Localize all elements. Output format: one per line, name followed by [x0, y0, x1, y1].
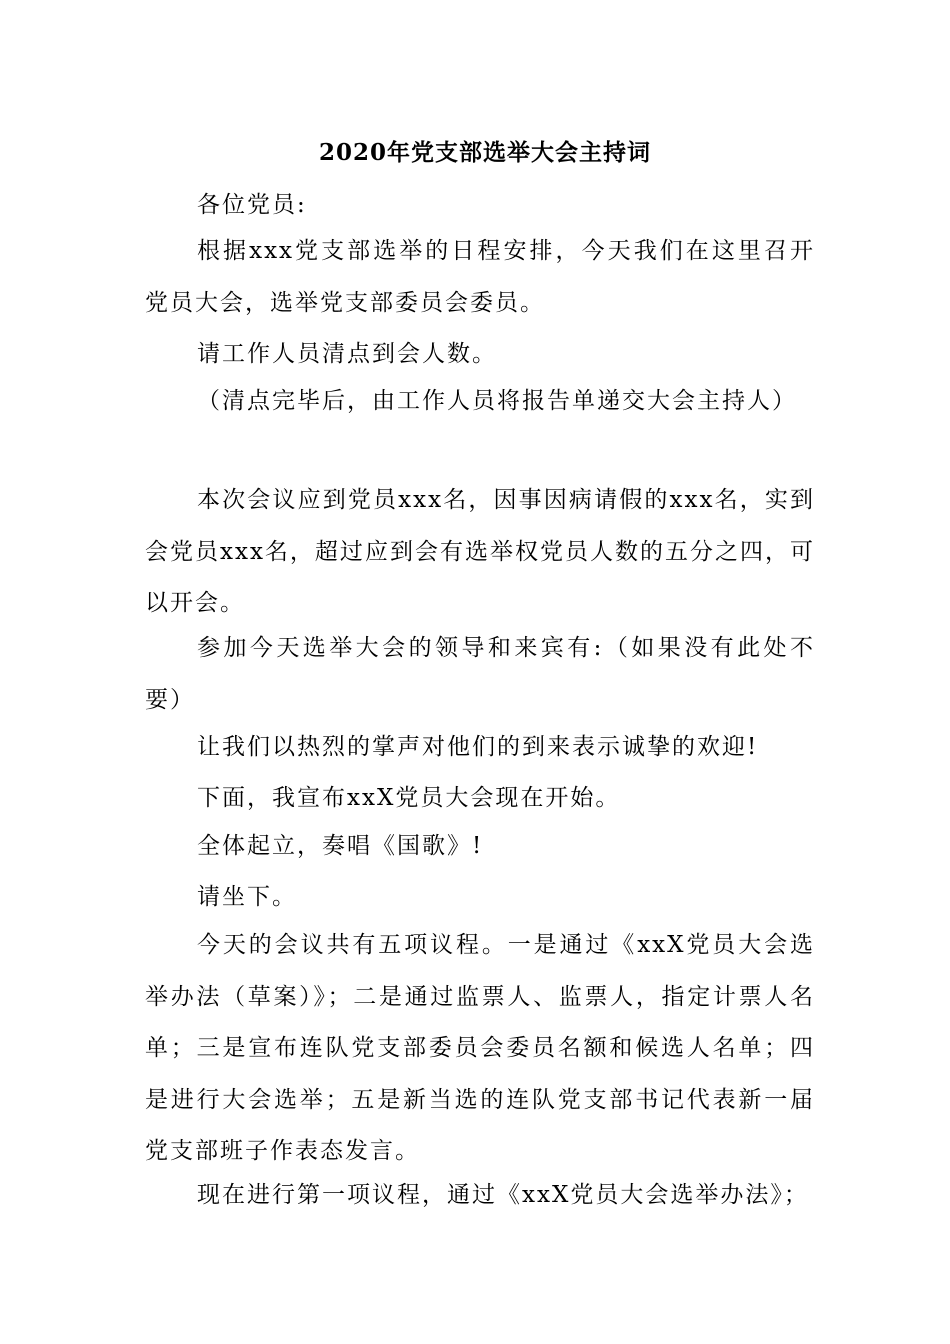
paragraph-welcome: 让我们以热烈的掌声对他们的到来表示诚挚的欢迎!	[197, 734, 759, 760]
paragraph-greeting: 各位党员:	[197, 192, 307, 218]
paragraph-headcount-request: 请工作人员清点到会人数。	[197, 341, 497, 367]
paragraph-headcount-note: （清点完毕后，由工作人员将报告单递交大会主持人）	[197, 388, 797, 414]
document-title: 2020年党支部选举大会主持词	[318, 139, 651, 166]
paragraph-opening: 下面，我宣布xxX党员大会现在开始。	[197, 785, 621, 811]
paragraph-anthem: 全体起立，奏唱《国歌》!	[197, 833, 484, 859]
paragraph-agenda: 今天的会议共有五项议程。一是通过《xxX党员大会选举办法（草案）》；二是通过监票人、监票人，指定计票人名单；三是宣布连队党支部委员会委员名额和候选人名单；四是进行大会选举；五是新当选的连队党支部书记代表新一届党支部班子作表态发言。	[145, 932, 815, 1164]
paragraph-intro: 根据xxx党支部选举的日程安排，今天我们在这里召开党员大会，选举党支部委员会委员。	[145, 238, 815, 316]
paragraph-guests: 参加今天选举大会的领导和来宾有:（如果没有此处不要）	[145, 635, 815, 713]
paragraph-first-item: 现在进行第一项议程，通过《xxX党员大会选举办法》；	[197, 1182, 809, 1208]
paragraph-attendance: 本次会议应到党员xxx名，因事因病请假的xxx名，实到会党员xxx名，超过应到会有选举权党员人数的五分之四，可以开会。	[145, 487, 815, 616]
paragraph-sit-down: 请坐下。	[197, 884, 297, 910]
